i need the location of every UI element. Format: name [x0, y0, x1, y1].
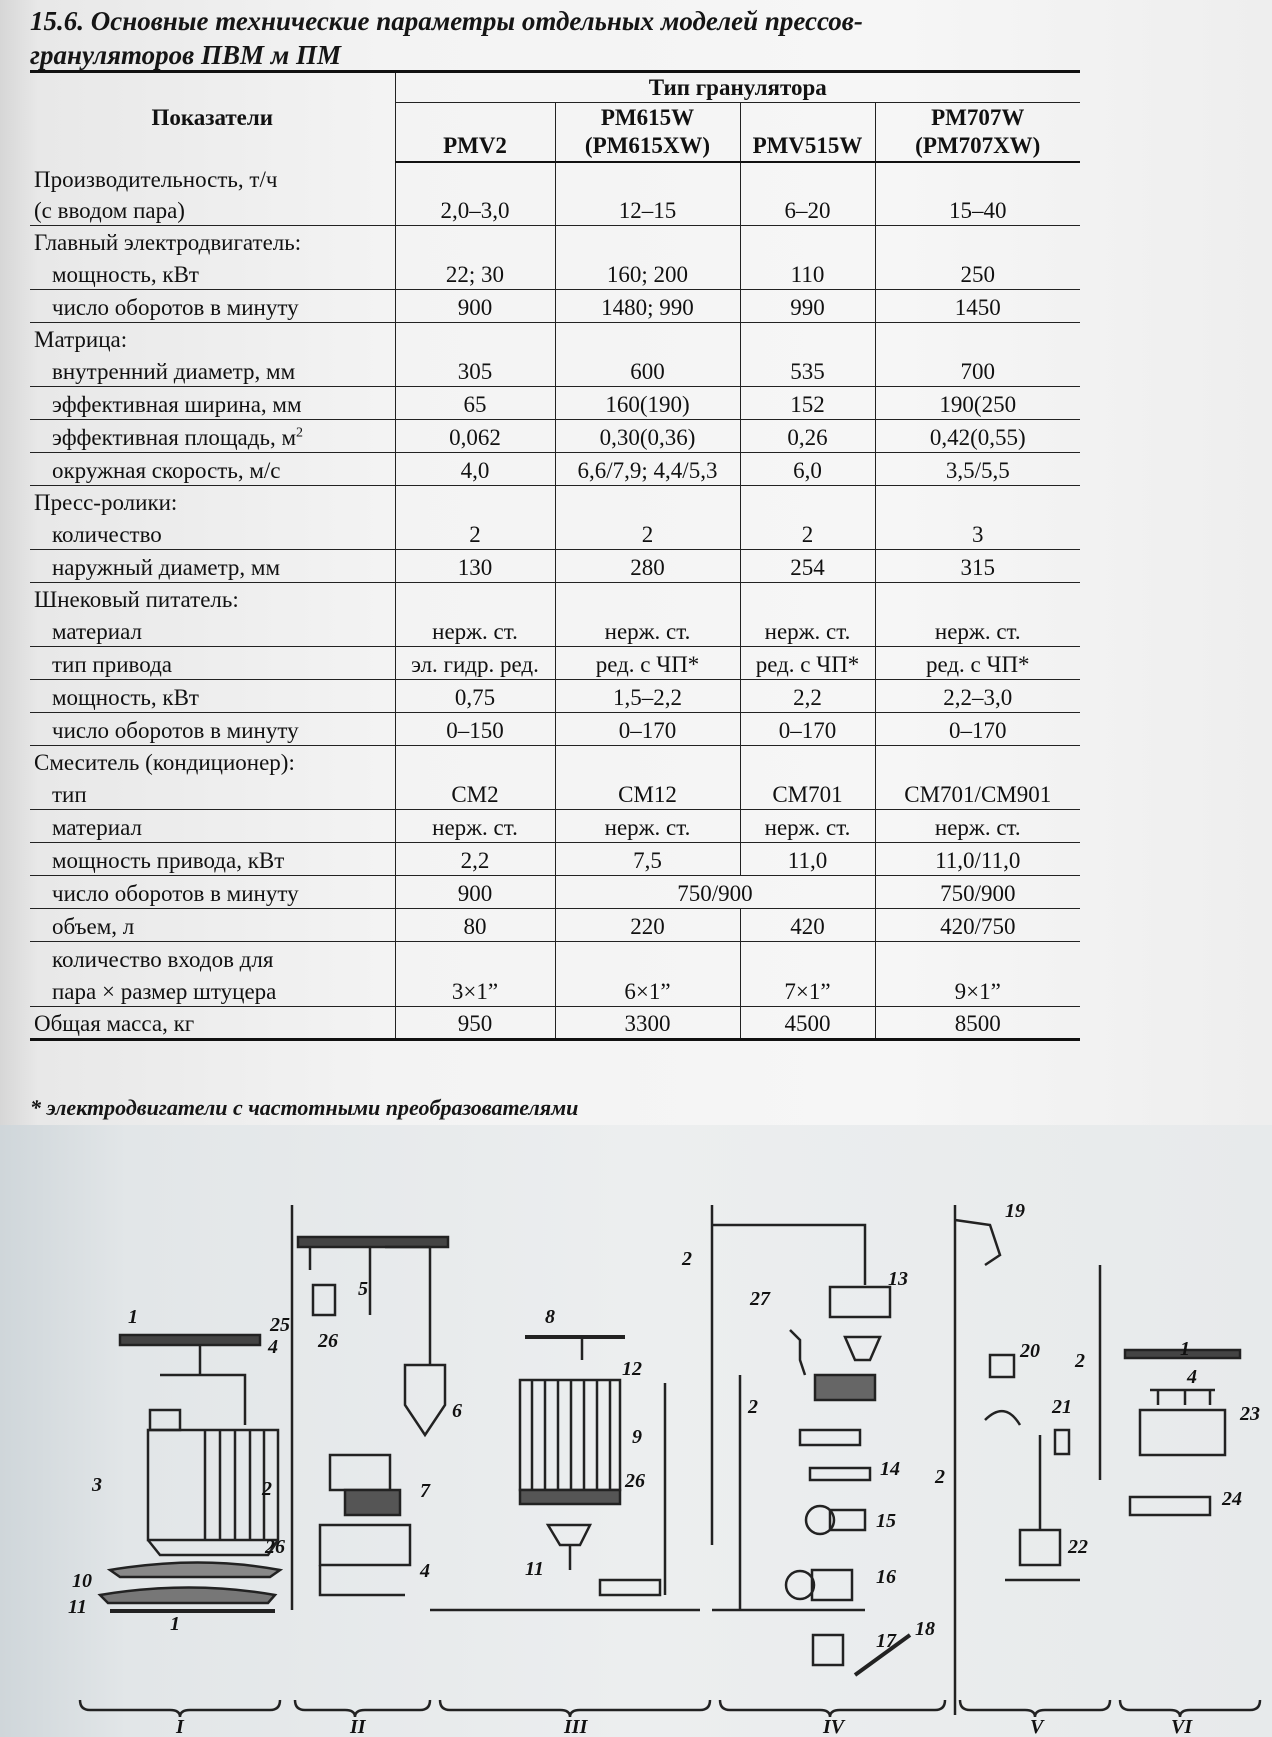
cell: 600: [555, 354, 740, 387]
cell: 8500: [875, 1007, 1080, 1040]
caption-line-2: грануляторов ПВМ м ПМ: [30, 40, 341, 70]
brace-ii: [295, 1700, 430, 1717]
bins-23: [1140, 1410, 1225, 1455]
table-row: [30, 713, 1080, 746]
callout-1b: 1: [170, 1613, 180, 1635]
cell: 11,0: [740, 843, 875, 876]
cell: 0,42(0,55): [875, 420, 1080, 453]
cell: 11,0/11,0: [875, 843, 1080, 876]
callout-5: 5: [358, 1278, 368, 1300]
section-v: V: [1030, 1716, 1044, 1737]
brace-i: [80, 1700, 280, 1717]
row-label: число оборотов в минуту: [30, 713, 395, 746]
row-label: мощность привода, кВт: [30, 843, 395, 876]
truck-24: [1130, 1497, 1210, 1515]
callout-8: 8: [545, 1306, 555, 1328]
press-7: [330, 1455, 390, 1490]
cell: 700: [875, 354, 1080, 387]
cell: 750/900: [875, 876, 1080, 909]
conveyor-top-1: [120, 1335, 260, 1345]
cell: 0–170: [740, 713, 875, 746]
cell: 6×1”: [555, 974, 740, 1007]
crumbler-17: [813, 1635, 843, 1665]
callout-2b: 2: [682, 1248, 692, 1270]
cell: 3300: [555, 1007, 740, 1040]
cell: 0,75: [395, 680, 555, 713]
cell: нерж. ст.: [395, 614, 555, 647]
cell: CM701: [740, 777, 875, 810]
cell: нерж. ст.: [555, 810, 740, 843]
granulator-type-header: Тип гранулятора: [395, 72, 1080, 103]
callout-27: 27: [750, 1288, 770, 1310]
row-label: мощность, кВт: [30, 257, 395, 290]
cell: 2: [395, 517, 555, 550]
hopper-13: [845, 1337, 880, 1360]
cell: 2,2–3,0: [875, 680, 1080, 713]
callout-22: 22: [1068, 1536, 1088, 1558]
callout-2a: 2: [262, 1478, 272, 1500]
row-label: Общая масса, кг: [30, 1007, 395, 1040]
row-label: пара × размер штуцера: [30, 974, 395, 1007]
cell: 1,5–2,2: [555, 680, 740, 713]
distributor-19: [955, 1220, 1000, 1265]
section-iv: IV: [823, 1716, 845, 1737]
callout-14: 14: [880, 1458, 900, 1480]
table-caption: [30, 4, 1090, 72]
press-base: [345, 1490, 400, 1515]
row-label: эффективная ширина, мм: [30, 387, 395, 420]
row-label: внутренний диаметр, мм: [30, 354, 395, 387]
callout-26b: 26: [318, 1330, 338, 1352]
cell: 0,30(0,36): [555, 420, 740, 453]
table-row: [30, 680, 1080, 713]
section-ii: II: [350, 1716, 366, 1737]
caption-line-1: Основные технические параметры отдельных моделей прессов-: [90, 6, 863, 36]
table-row: [30, 550, 1080, 583]
cell: 7×1”: [740, 974, 875, 1007]
row-label: объем, л: [30, 909, 395, 942]
table-row: [30, 583, 1080, 615]
table-row: [30, 974, 1080, 1007]
cell: 12–15: [555, 194, 740, 226]
group-label: Смеситель (кондиционер):: [30, 746, 395, 778]
cell: 130: [395, 550, 555, 583]
section-i: I: [176, 1716, 184, 1737]
table-row: [30, 162, 1080, 194]
cell: 900: [395, 876, 555, 909]
callout-19: 19: [1005, 1200, 1025, 1222]
cell: ред. с ЧП*: [875, 647, 1080, 680]
magnet-5: [313, 1285, 335, 1315]
hopper-20: [990, 1355, 1014, 1377]
cooler-16: [812, 1570, 852, 1600]
row-label: число оборотов в минуту: [30, 290, 395, 323]
callout-23: 23: [1240, 1403, 1260, 1425]
cell: ред. с ЧП*: [555, 647, 740, 680]
cell: эл. гидр. ред.: [395, 647, 555, 680]
cell: 2,2: [395, 843, 555, 876]
cell: 0,062: [395, 420, 555, 453]
model-header-3: PMV515W: [740, 103, 875, 163]
table-row: [30, 810, 1080, 843]
cell: нерж. ст.: [555, 614, 740, 647]
cell: 190(250: [875, 387, 1080, 420]
cell: 2: [740, 517, 875, 550]
cooler-16-motor: [786, 1571, 814, 1599]
cell: 220: [555, 909, 740, 942]
callout-1c: 1: [1180, 1338, 1190, 1360]
caption-number: 15.6.: [30, 6, 84, 36]
cell: нерж. ст.: [875, 614, 1080, 647]
table-row: [30, 226, 1080, 258]
cell-merged: 750/900: [555, 876, 875, 909]
table-row: [30, 647, 1080, 680]
cell: нерж. ст.: [875, 810, 1080, 843]
cell: 2,0–3,0: [395, 194, 555, 226]
table-row: [30, 486, 1080, 518]
cell: 0–150: [395, 713, 555, 746]
group-label: Пресс-ролики:: [30, 486, 395, 518]
return-pipe-4: [320, 1565, 405, 1595]
top-conveyor-iv: [712, 1225, 865, 1285]
cell: 4,0: [395, 453, 555, 486]
row-label: материал: [30, 810, 395, 843]
section-iii: III: [564, 1716, 588, 1737]
table-row: [30, 614, 1080, 647]
callout-2d: 2: [935, 1466, 945, 1488]
cell: CM701/CM901: [875, 777, 1080, 810]
callout-1a: 1: [128, 1306, 138, 1328]
bins-9-cells: [532, 1380, 610, 1490]
callout-21: 21: [1052, 1396, 1072, 1418]
hopper-6: [405, 1247, 445, 1435]
table-row: [30, 746, 1080, 778]
group-label: Шнековый питатель:: [30, 583, 395, 615]
callout-6: 6: [452, 1400, 462, 1422]
cell: 305: [395, 354, 555, 387]
row-label: наружный диаметр, мм: [30, 550, 395, 583]
conditioner-14a: [800, 1430, 860, 1445]
indicator-header: Показатели: [30, 72, 395, 163]
model-header-4: PM707W (PM707XW): [875, 103, 1080, 163]
table-row: [30, 1007, 1080, 1040]
cell: 0,26: [740, 420, 875, 453]
model-header-1: PMV2: [395, 103, 555, 163]
row-label: количество: [30, 517, 395, 550]
table-row: [30, 420, 1080, 453]
equipment-scheme: [0, 1125, 1272, 1737]
callout-4c: 4: [1187, 1366, 1197, 1388]
table-row: [30, 257, 1080, 290]
cell: 152: [740, 387, 875, 420]
table-row: [30, 777, 1080, 810]
table-row: [30, 843, 1080, 876]
cell: 280: [555, 550, 740, 583]
callout-16: 16: [876, 1566, 896, 1588]
callout-2c: 2: [748, 1396, 758, 1418]
row-label: материал: [30, 614, 395, 647]
spec-table: [30, 70, 1080, 1041]
header-row-1: [30, 72, 1080, 103]
callout-10: 10: [72, 1570, 92, 1592]
callout-4b: 4: [420, 1560, 430, 1582]
mixer-13: [830, 1287, 890, 1317]
cell: 1480; 990: [555, 290, 740, 323]
brace-vi: [1120, 1700, 1260, 1717]
cell: 9×1”: [875, 974, 1080, 1007]
callout-17: 17: [876, 1630, 896, 1652]
row-label: Производительность, т/ч: [30, 162, 395, 194]
cell: 1450: [875, 290, 1080, 323]
row-label: окружная скорость, м/с: [30, 453, 395, 486]
cell: 315: [875, 550, 1080, 583]
row-label: эффективная площадь, $м^2$: [30, 420, 395, 453]
pipe-iv: [790, 1330, 805, 1375]
brace-iv: [720, 1700, 945, 1717]
cell: 6,0: [740, 453, 875, 486]
cell: CM12: [555, 777, 740, 810]
callout-15: 15: [876, 1510, 896, 1532]
conveyor-iii-bottom: [600, 1580, 660, 1595]
cell: CM2: [395, 777, 555, 810]
row-label: мощность, кВт: [30, 680, 395, 713]
callout-26a: 26: [265, 1536, 285, 1558]
silo-outlets: [148, 1540, 278, 1555]
control-21: [1055, 1430, 1069, 1454]
silo-3: [148, 1430, 278, 1540]
cell: 22; 30: [395, 257, 555, 290]
scheme-drawing: [0, 1125, 1272, 1737]
brace-v: [960, 1700, 1110, 1717]
table-row: [30, 194, 1080, 226]
callout-20: 20: [1020, 1340, 1040, 1362]
row-label: число оборотов в минуту: [30, 876, 395, 909]
scale-11-iii: [548, 1525, 590, 1545]
cell: 420/750: [875, 909, 1080, 942]
section-labels: [175, 1716, 1193, 1737]
table-row: [30, 453, 1080, 486]
cell: 420: [740, 909, 875, 942]
valve-21: [985, 1411, 1020, 1425]
table-row: [30, 387, 1080, 420]
row-label: (с вводом пара): [30, 194, 395, 226]
cell: 6–20: [740, 194, 875, 226]
group-label: Матрица:: [30, 323, 395, 355]
footnote: * электродвигатели с частотными преобразователями: [30, 1095, 579, 1120]
row-label: количество входов для: [30, 942, 395, 975]
callout-2e: 2: [1075, 1350, 1085, 1372]
cell: 15–40: [875, 194, 1080, 226]
callout-7: 7: [420, 1480, 430, 1502]
cell: 0–170: [555, 713, 740, 746]
cell: 4500: [740, 1007, 875, 1040]
callout-11b: 11: [525, 1558, 544, 1580]
cell: 110: [740, 257, 875, 290]
cell: 6,6/7,9; 4,4/5,3: [555, 453, 740, 486]
model-header-2: PM615W (PM615XW): [555, 103, 740, 163]
cell: нерж. ст.: [740, 810, 875, 843]
table-row: [30, 290, 1080, 323]
cell: 535: [740, 354, 875, 387]
table-row: [30, 517, 1080, 550]
bagger-22: [1020, 1530, 1060, 1565]
cell: 0–170: [875, 713, 1080, 746]
row-label: тип привода: [30, 647, 395, 680]
cell: 2: [555, 517, 740, 550]
conditioner-14b: [810, 1468, 870, 1480]
callout-26c: 26: [625, 1470, 645, 1492]
callout-18: 18: [915, 1618, 935, 1640]
cell: 80: [395, 909, 555, 942]
cell: 160(190): [555, 387, 740, 420]
cell: 950: [395, 1007, 555, 1040]
distributor-4-vi: [1150, 1390, 1215, 1405]
cell: нерж. ст.: [395, 810, 555, 843]
cell: 160; 200: [555, 257, 740, 290]
brace-iii: [440, 1700, 710, 1717]
callout-4a: 4: [268, 1336, 278, 1358]
scheme-lines: [80, 1205, 1260, 1717]
cell: 990: [740, 290, 875, 323]
table-row: [30, 323, 1080, 355]
cell: 254: [740, 550, 875, 583]
callout-11a: 11: [68, 1596, 87, 1618]
cell: 3: [875, 517, 1080, 550]
row-label: тип: [30, 777, 395, 810]
callout-12: 12: [622, 1358, 642, 1380]
dosing-feeder-10: [110, 1563, 280, 1578]
callout-25: 25: [270, 1314, 290, 1336]
cell: 7,5: [555, 843, 740, 876]
section-vi: VI: [1171, 1716, 1193, 1737]
conveyor-1-ii: [298, 1237, 448, 1247]
scale-11: [100, 1588, 275, 1604]
cell: 3,5/5,5: [875, 453, 1080, 486]
cell: ред. с ЧП*: [740, 647, 875, 680]
silo-cells: [205, 1430, 264, 1540]
cell: 900: [395, 290, 555, 323]
callout-13: 13: [888, 1268, 908, 1290]
group-label: Главный электродвигатель:: [30, 226, 395, 258]
cell: 3×1”: [395, 974, 555, 1007]
cell: 65: [395, 387, 555, 420]
table-row: [30, 354, 1080, 387]
callout-24: 24: [1222, 1488, 1242, 1510]
callout-3: 3: [92, 1474, 102, 1496]
press-frame: [320, 1525, 410, 1565]
conditioner-top: [815, 1375, 875, 1400]
table-row: [30, 876, 1080, 909]
callout-9: 9: [632, 1426, 642, 1448]
distributor-line: [160, 1375, 245, 1425]
table-row: [30, 942, 1080, 975]
cell: 250: [875, 257, 1080, 290]
table-row: [30, 909, 1080, 942]
cell: нерж. ст.: [740, 614, 875, 647]
bin-outlets: [520, 1490, 620, 1504]
cell: 2,2: [740, 680, 875, 713]
small-hopper: [150, 1410, 180, 1430]
